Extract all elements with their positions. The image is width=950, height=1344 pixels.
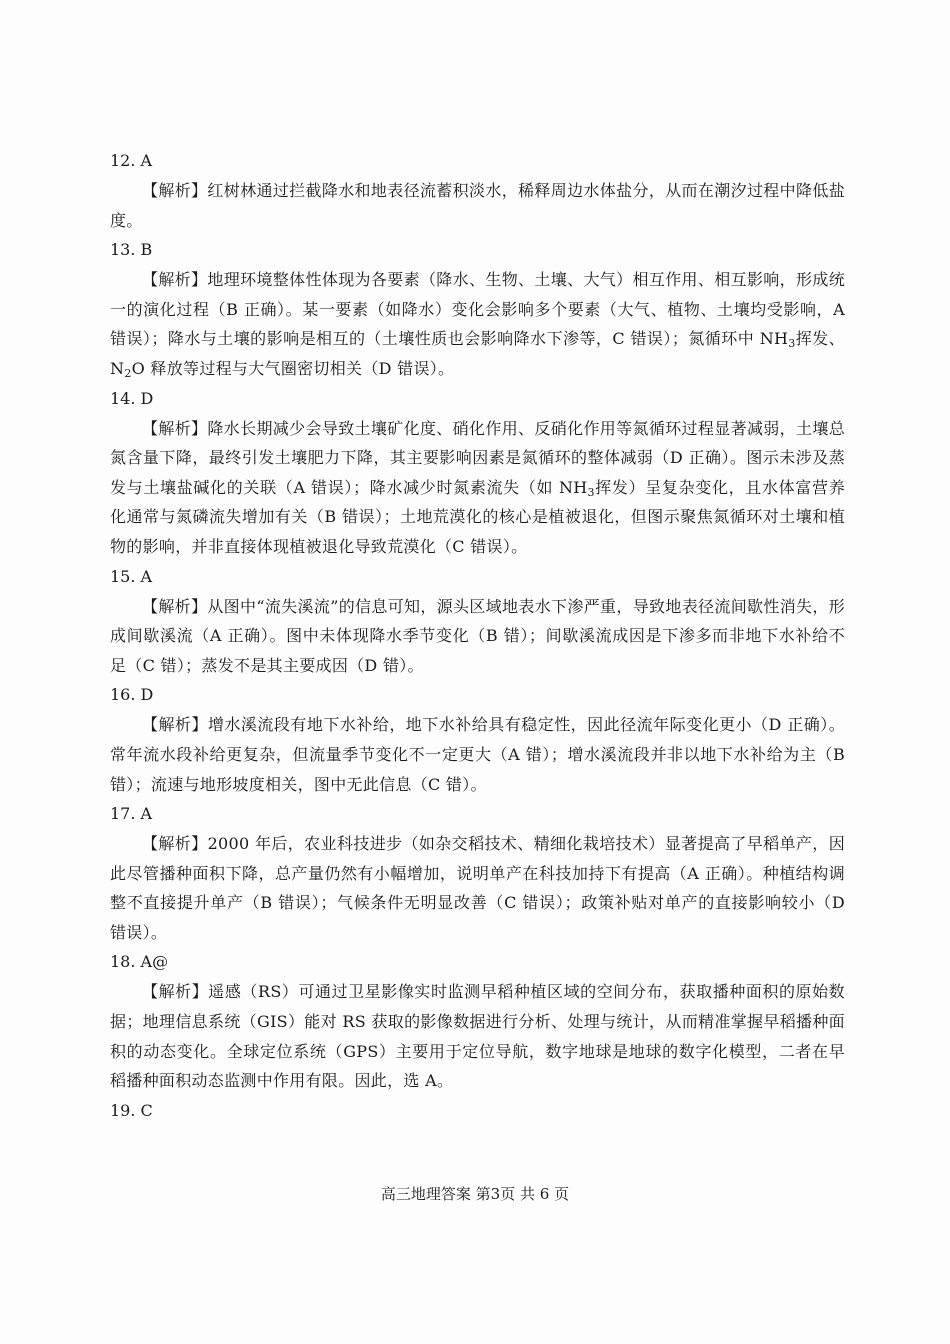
question-number-12: 12. A [110, 151, 153, 170]
question-15-analysis [110, 592, 845, 681]
subscript: 3 [788, 337, 796, 351]
analysis-text: O 释放等过程与大气圈密切相关（D 错误）。 [131, 358, 455, 378]
analysis-label: 【解析】 [142, 418, 208, 438]
question-number-17: 17. A [110, 804, 153, 824]
question-18-analysis [110, 977, 845, 1095]
question-12-analysis [110, 176, 845, 235]
question-17-analysis [110, 829, 845, 947]
question-number-14: 14. D [110, 388, 154, 408]
question-number-18: 18. A@ [110, 952, 169, 972]
analysis-label: 【解析】 [142, 270, 208, 290]
question-number-16: 16. D [110, 685, 154, 705]
analysis-text: 2000 年后，农业科技进步（如杂交稻技术、精细化栽培技术）显著提高了早稻单产，因此尽管播种面积下降，总产量仍然有小幅增加，说明单产在科技加持下有提高（A 正确）。种植结构调整不直接提升单产（B 错误）；气候条件无明显改善（C 错误）；政策补贴对单产的直接影响较小（D 错误）。 [110, 834, 846, 942]
analysis-label: 【解析】 [142, 596, 208, 616]
subscript: 3 [587, 485, 595, 499]
question-number-19: 19. C [110, 1100, 153, 1120]
analysis-label: 【解析】 [142, 834, 208, 854]
answer-content [110, 146, 845, 1126]
question-13-analysis [110, 265, 845, 383]
analysis-text: 挥发、N [110, 329, 845, 378]
analysis-text: 挥发）呈复杂变化，且水体富营养化通常与氮磷流失增加有关（B 错误）；土地荒漠化的核心是植被退化，但图示聚焦氮循环对土壤和植物的影响，并非直接体现植被退化导致荒漠化（C 错误）。 [110, 477, 845, 556]
analysis-text: 红树林通过拦截降水和地表径流蓄积淡水，稀释周边水体盐分，从而在潮汐过程中降低盐度。 [110, 181, 846, 230]
analysis-label: 【解析】 [142, 982, 209, 1002]
question-number-13: 13. B [110, 240, 153, 260]
analysis-text: 增水溪流段有地下水补给，地下水补给具有稳定性，因此径流年际变化更小（D 正确）。常年流水段补给更复杂，但流量季节变化不一定更大（A 错）；增水溪流段并非以地下水补给为主（B 错）；流速与地形坡度相关，图中无此信息（C 错）。 [110, 715, 845, 794]
analysis-label: 【解析】 [142, 181, 208, 200]
analysis-text: 遥感（RS）可通过卫星影像实时监测早稻种植区域的空间分布，获取播种面积的原始数据；地理信息系统（GIS）能对 RS 获取的影像数据进行分析、处理与统计，从而精准掌握早稻播种面积的动态变化。全球定位系统（GPS）主要用于定位导航，数字地球是地球的数字化模型，二者在早稻播种面积动态监测中作用有限。因此，选 A。 [110, 982, 845, 1091]
analysis-text: 降水长期减少会导致土壤矿化度、硝化作用、反硝化作用等氮循环过程显著减弱，土壤总氮含量下降，最终引发土壤肥力下降，其主要影响因素是氮循环的整体减弱（D 正确）。图示未涉及蒸发与土壤盐碱化的关联（A 错误）；降水减少时氮素流失（如 NH [110, 418, 846, 497]
question-14-analysis [110, 414, 845, 562]
subscript: 2 [124, 366, 132, 380]
analysis-text: 从图中“流失溪流”的信息可知，源头区域地表水下渗严重，导致地表径流间歇性消失，形成间歇溪流（A 正确）。图中未体现降水季节变化（B 错）；间歇溪流成因是下渗多而非地下水补给不足（C 错）；蒸发不是其主要成因（D 错）。 [110, 596, 845, 675]
question-number-15: 15. A [110, 566, 153, 586]
page-footer: 高三地理答案 第3页 共 6 页 [380, 1185, 570, 1203]
analysis-label: 【解析】 [142, 715, 208, 735]
analysis-text: 地理环境整体性体现为各要素（降水、生物、土壤、大气）相互作用、相互影响，形成统一的演化过程（B 正确）。某一要素（如降水）变化会影响多个要素（大气、植物、土壤均受影响，A 错误）；降水与土壤的影响是相互的（土壤性质也会影响降水下渗等，C 错误）；氮循环中 NH [110, 270, 846, 349]
question-16-analysis [110, 710, 845, 799]
